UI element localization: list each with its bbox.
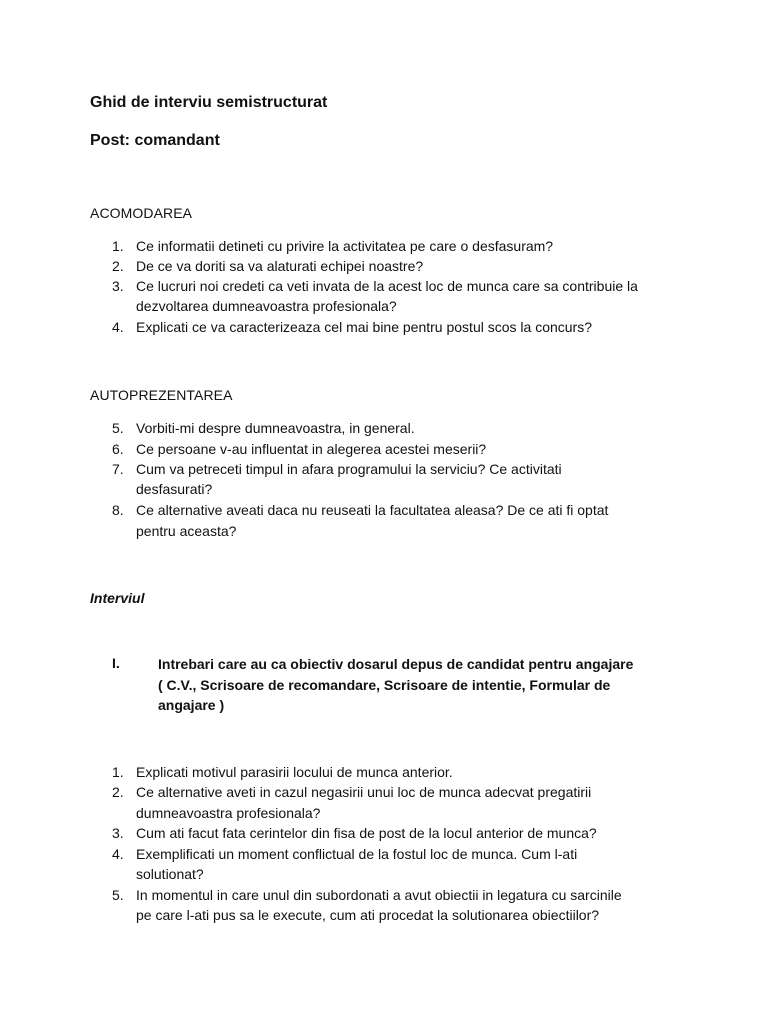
list-item-text-continued: dumneavoastra profesionala? — [136, 805, 321, 821]
list-item-text-continued: desfasurati? — [136, 481, 213, 497]
list-item-number: 4. — [112, 846, 124, 862]
list-item-number: 6. — [112, 441, 124, 457]
list-item-text: Ce informatii detineti cu privire la activitatea pe care o desfasuram? — [136, 238, 554, 254]
list-item-number: 5. — [112, 887, 124, 903]
list-item-text: Exemplificati un moment conflictual de la fostul loc de munca. Cum l-ati — [136, 846, 578, 862]
list-item-number: 3. — [112, 278, 124, 294]
list-item-text: Vorbiti-mi despre dumneavoastra, in general. — [136, 420, 415, 436]
subsection-heading-line: angajare ) — [158, 697, 225, 713]
list-item-number: 2. — [112, 784, 124, 800]
section-heading-interviul: Interviul — [90, 590, 145, 606]
list-item-number: 4. — [112, 319, 124, 335]
list-item-text: Ce alternative aveti in cazul negasirii unui loc de munca adecvat pregatirii — [136, 784, 592, 800]
list-item-text: Cum va petreceti timpul in afara programului la serviciu? Ce activitati — [136, 461, 562, 477]
list-item-text: De ce va doriti sa va alaturati echipei noastre? — [136, 258, 424, 274]
list-item-number: 5. — [112, 420, 124, 436]
post-title: Post: comandant — [90, 132, 220, 149]
list-item-text: Explicati motivul parasirii locului de munca anterior. — [136, 764, 453, 780]
list-item-text-continued: pentru aceasta? — [136, 523, 237, 539]
list-item-text-continued: dezvoltarea dumneavoastra profesionala? — [136, 298, 397, 314]
list-item-text: Ce persoane v-au influentat in alegerea acestei meserii? — [136, 441, 487, 457]
subsection-heading-line: Intrebari care au ca obiectiv dosarul depus de candidat pentru angajare — [158, 656, 634, 672]
list-item-number: 1. — [112, 764, 124, 780]
document-title: Ghid de interviu semistructurat — [90, 94, 328, 111]
subsection-heading-line: ( C.V., Scrisoare de recomandare, Scrisoare de intentie, Formular de — [158, 677, 611, 693]
list-item-number: 8. — [112, 502, 124, 518]
list-item-number: 2. — [112, 258, 124, 274]
list-item-text: Ce lucruri noi credeti ca veti invata de la acest loc de munca care sa contribuie la — [136, 278, 638, 294]
list-item-text-continued: pe care l-ati pus sa le execute, cum ati procedat la solutionarea obiectiilor? — [136, 907, 600, 923]
list-item-number: 1. — [112, 238, 124, 254]
list-item-text: Ce alternative aveati daca nu reuseati la facultatea aleasa? De ce ati fi optat — [136, 502, 609, 518]
list-item-number: 3. — [112, 825, 124, 841]
section-heading-autoprezentarea: AUTOPREZENTAREA — [90, 387, 233, 403]
roman-numeral: I. — [112, 655, 120, 671]
list-item-number: 7. — [112, 461, 124, 477]
list-item-text: In momentul in care unul din subordonati a avut obiectii in legatura cu sarcinile — [136, 887, 622, 903]
list-item-text: Explicati ce va caracterizeaza cel mai bine pentru postul scos la concurs? — [136, 319, 592, 335]
list-item-text-continued: solutionat? — [136, 866, 204, 882]
section-heading-acomodarea: ACOMODAREA — [90, 205, 193, 221]
list-item-text: Cum ati facut fata cerintelor din fisa de post de la locul anterior de munca? — [136, 825, 597, 841]
